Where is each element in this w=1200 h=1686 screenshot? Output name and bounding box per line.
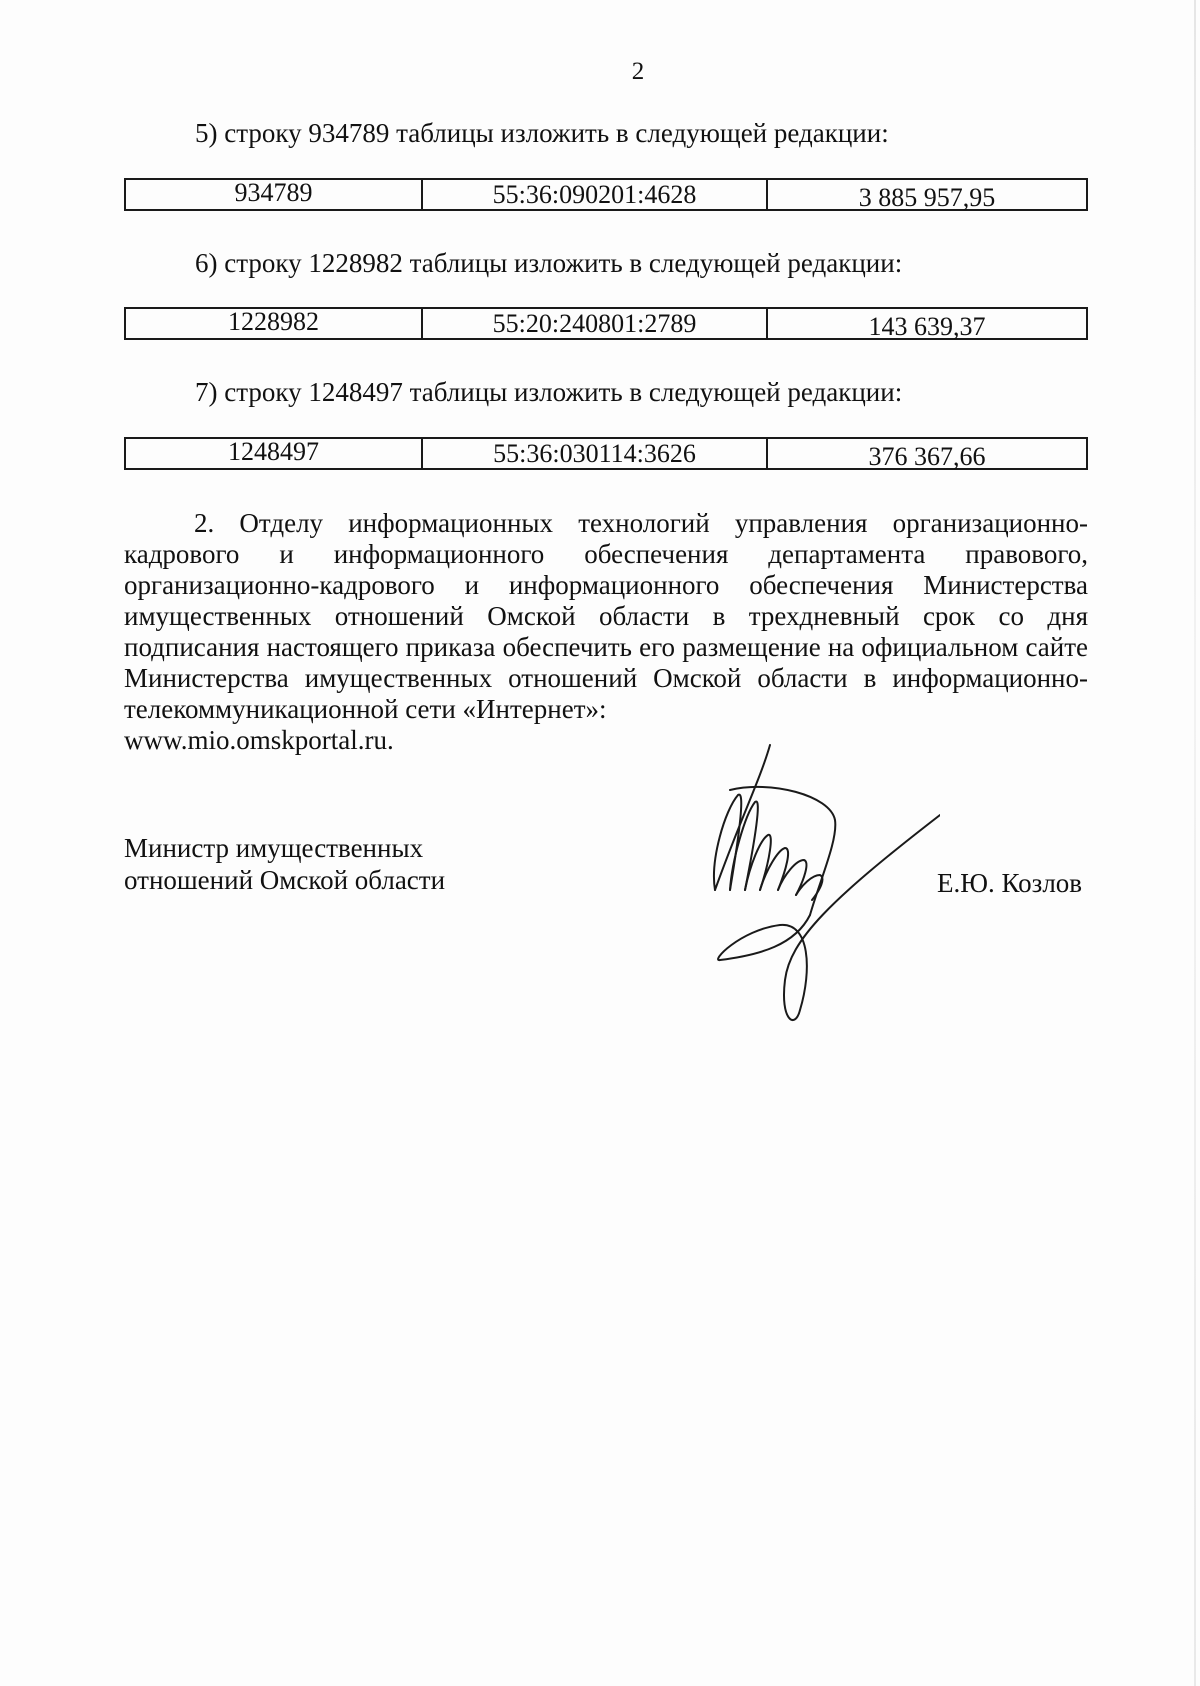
website-link[interactable]: www.mio.omskportal.ru.: [124, 725, 394, 755]
table-cell-row-number: 1228982: [126, 309, 423, 338]
table-cell-row-number: 1248497: [126, 439, 423, 468]
table-cell-cadastral-number: 55:36:030114:3626: [423, 439, 768, 468]
paragraph-2: [124, 508, 1088, 756]
signatory-position-line-1: Министр имущественных: [124, 833, 424, 863]
amendment-table-row-7: [124, 437, 1088, 470]
signatory-name: Е.Ю. Козлов: [937, 868, 1083, 898]
signatory-position-line-2: отношений Омской области: [124, 865, 446, 895]
handwritten-signature: [700, 740, 940, 1040]
amendment-table-row-5: [124, 178, 1088, 211]
table-cell-cadastral-number: 55:36:090201:4628: [423, 180, 768, 209]
amendment-table-row-6: [124, 307, 1088, 340]
table-cell-cadastral-number: 55:20:240801:2789: [423, 309, 768, 338]
amendment-instruction-5: 5) строку 934789 таблицы изложить в следующей редакции:: [195, 118, 889, 148]
page-number: 2: [631, 58, 645, 85]
signatory-position: [124, 832, 445, 896]
table-cell-cadastral-value: 143 639,37: [868, 312, 986, 341]
scan-edge-shadow: [1194, 0, 1196, 1686]
table-cell-cadastral-value: 3 885 957,95: [858, 183, 996, 212]
table-cell-row-number: 934789: [126, 180, 423, 209]
paragraph-2-text: 2. Отделу информационных технологий управления организационно-кадрового и информационного обеспечения департамента правового, организационно-кадрового и информационного обеспечения Министерства имущественных отношений Омской области в трехдневный срок со дня подписания настоящего приказа обеспечить его размещение на официальном сайте Министерства имущественных отношений Омской области в информационно-телекоммуникационной сети «Интернет»:: [124, 508, 1088, 724]
amendment-instruction-6: 6) строку 1228982 таблицы изложить в следующей редакции:: [195, 248, 903, 278]
amendment-instruction-7: 7) строку 1248497 таблицы изложить в следующей редакции:: [195, 377, 903, 407]
table-cell-cadastral-value: 376 367,66: [868, 442, 986, 471]
